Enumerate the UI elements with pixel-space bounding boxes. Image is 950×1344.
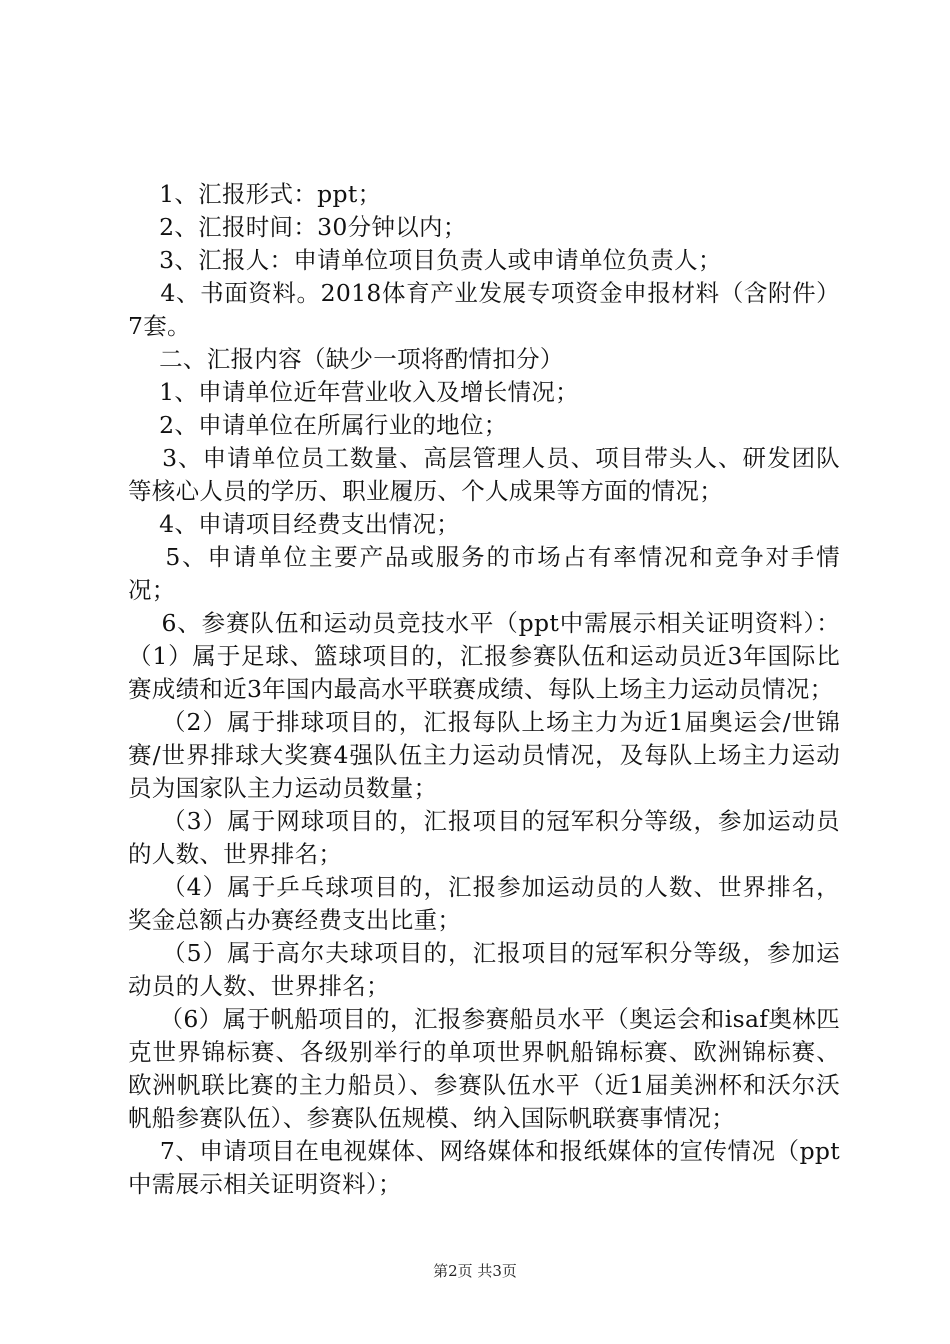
paragraph-written-materials: 4、书面资料。2018体育产业发展专项资金申报材料（含附件）7套。: [128, 279, 840, 340]
page-footer: [0, 1261, 950, 1281]
paragraph-volleyball: （2）属于排球项目的，汇报每队上场主力为近1届奥运会/世锦赛/世界排球大奖赛4强队伍主力运动员情况，及每队上场主力运动员为国家队主力运动员数量；: [128, 708, 840, 802]
paragraph-table-tennis: （4）属于乒乓球项目的，汇报参加运动员的人数、世界排名，奖金总额占办赛经费支出比重；: [128, 873, 840, 934]
paragraph-reporter: 3、汇报人：申请单位项目负责人或申请单位负责人；: [128, 246, 722, 274]
paragraph-revenue: 1、申请单位近年营业收入及增长情况；: [128, 378, 579, 406]
paragraph-report-time: 2、汇报时间：30分钟以内；: [128, 213, 467, 241]
paragraph-report-format: 1、汇报形式：ppt；: [128, 180, 382, 208]
paragraph-market-share: 5、申请单位主要产品或服务的市场占有率情况和竞争对手情况；: [128, 543, 840, 604]
paragraph-sailing: （6）属于帆船项目的，汇报参赛船员水平（奥运会和isaf奥林匹克世界锦标赛、各级别举行的单项世界帆船锦标赛、欧洲锦标赛、欧洲帆联比赛的主力船员）、参赛队伍水平（近1届美洲杯和沃尔沃帆船参赛队伍）、参赛队伍规模、纳入国际帆联赛事情况；: [128, 1005, 840, 1132]
paragraph-competition-level: 6、参赛队伍和运动员竞技水平（ppt中需展示相关证明资料）：（1）属于足球、篮球项目的，汇报参赛队伍和运动员近3年国际比赛成绩和近3年国内最高水平联赛成绩、每队上场主力运动员情况；: [128, 609, 840, 703]
paragraph-staff: 3、申请单位员工数量、高层管理人员、项目带头人、研发团队等核心人员的学历、职业履历、个人成果等方面的情况；: [128, 444, 840, 505]
paragraph-expenditure: 4、申请项目经费支出情况；: [128, 510, 460, 538]
paragraph-media-publicity: 7、申请项目在电视媒体、网络媒体和报纸媒体的宣传情况（ppt中需展示相关证明资料）；: [128, 1137, 840, 1198]
document-body: [128, 178, 840, 1201]
paragraph-tennis: （3）属于网球项目的，汇报项目的冠军积分等级，参加运动员的人数、世界排名；: [128, 807, 840, 868]
paragraph-industry-position: 2、申请单位在所属行业的地位；: [128, 411, 508, 439]
section-heading-report-content: 二、汇报内容（缺少一项将酌情扣分）: [128, 345, 564, 373]
paragraph-golf: （5）属于高尔夫球项目的，汇报项目的冠军积分等级，参加运动员的人数、世界排名；: [128, 939, 840, 1000]
page-number-label: 第2页 共3页: [433, 1262, 517, 1280]
